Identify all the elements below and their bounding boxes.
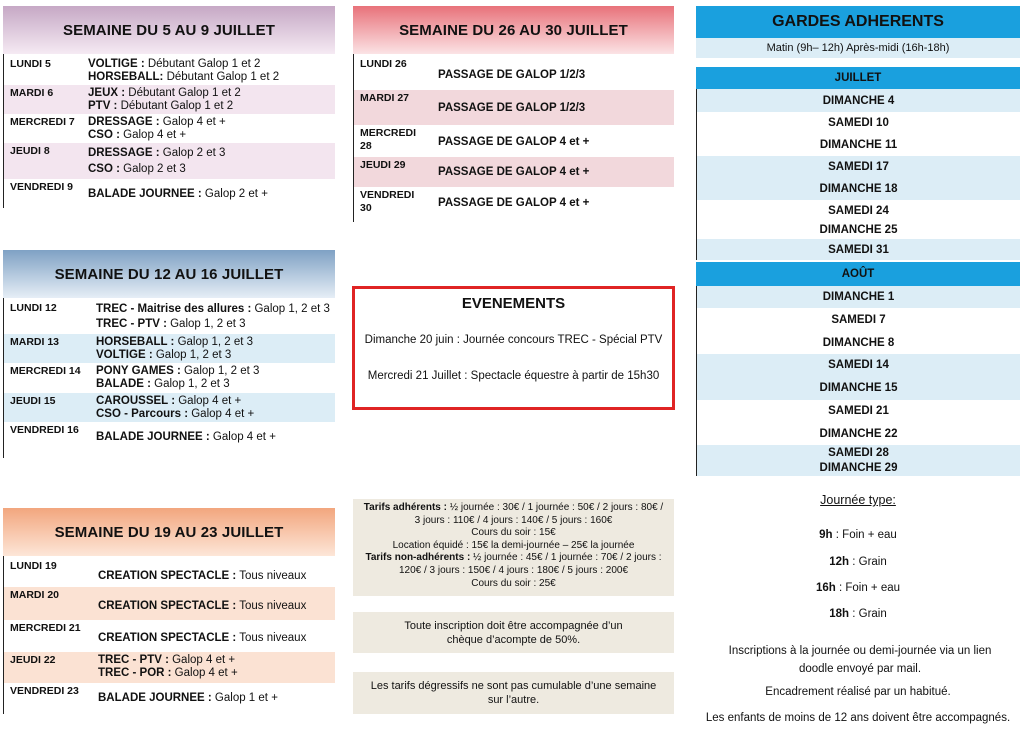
activities xyxy=(96,334,253,362)
garde-date: DIMANCHE 8 xyxy=(696,332,1020,354)
acompte-text: Toute inscription doit être accompagnée d’un chèque d’acompte de 50%. xyxy=(404,620,623,646)
activity: TREC - PTV : Galop 4 et + xyxy=(98,654,236,666)
activity: BALADE JOURNEE : Galop 1 et + xyxy=(98,692,278,704)
journee-item: 16h : Foin + eau xyxy=(815,582,901,594)
activities xyxy=(98,558,306,583)
activities xyxy=(438,187,589,210)
day-row xyxy=(4,54,335,85)
gardes-title: GARDES ADHERENTS xyxy=(696,6,1020,38)
activity: BALADE : Galop 1, 2 et 3 xyxy=(96,378,230,390)
tarifs-non-adherents-soir: Cours du soir : 25€ xyxy=(471,577,556,589)
garde-date: SAMEDI 17 xyxy=(696,156,1020,178)
activity: CSO - Parcours : Galop 4 et + xyxy=(96,408,255,420)
activities xyxy=(88,114,226,142)
gardes-hours: Matin (9h– 12h) Après-midi (16h-18h) xyxy=(696,38,1020,58)
day-label: VENDREDI 30 xyxy=(360,189,415,214)
activities xyxy=(98,652,238,680)
activity: CSO : Galop 2 et 3 xyxy=(88,163,186,175)
week-26-30-juillet xyxy=(353,6,674,222)
week-body xyxy=(3,298,335,458)
week-title: SEMAINE DU 26 AU 30 JUILLET xyxy=(353,6,674,54)
garde-date: SAMEDI 21 xyxy=(696,400,1020,422)
week-body xyxy=(3,54,335,208)
day-label: MARDI 13 xyxy=(10,336,60,348)
event-item: Dimanche 20 juin : Journée concours TREC - Spécial PTV xyxy=(364,334,663,346)
week-body xyxy=(3,556,335,714)
day-row xyxy=(4,298,335,334)
journee-item: 9h : Foin + eau xyxy=(819,529,897,541)
day-label: MERCREDI 7 xyxy=(10,116,75,128)
activity: VOLTIGE : Débutant Galop 1 et 2 xyxy=(88,58,261,70)
activity: CREATION SPECTACLE : Tous niveaux xyxy=(98,600,307,612)
tarifs-location: Location équidé : 15€ la demi-journée – 25€ la journée xyxy=(392,539,635,551)
activities xyxy=(96,393,254,421)
garde-date: DIMANCHE 25 xyxy=(696,221,1020,239)
activity: PASSAGE DE GALOP 4 et + xyxy=(438,166,590,178)
activities xyxy=(88,85,241,113)
week-title: SEMAINE DU 5 AU 9 JUILLET xyxy=(3,6,335,54)
activity: PASSAGE DE GALOP 4 et + xyxy=(438,136,590,148)
activity: BALADE JOURNEE : Galop 4 et + xyxy=(96,431,276,443)
day-label: LUNDI 26 xyxy=(360,58,407,70)
acompte-box xyxy=(353,612,674,653)
activity: PTV : Débutant Galop 1 et 2 xyxy=(88,100,234,112)
day-row xyxy=(4,393,335,422)
activities xyxy=(96,422,276,444)
day-label: MARDI 27 xyxy=(360,92,410,104)
activities xyxy=(438,90,585,115)
week-body xyxy=(353,54,674,222)
activities xyxy=(96,300,330,332)
day-row xyxy=(354,187,674,222)
day-row xyxy=(4,179,335,208)
week-5-9-juillet xyxy=(3,6,335,208)
day-label: JEUDI 29 xyxy=(360,159,406,171)
activity: HORSEBALL : Galop 1, 2 et 3 xyxy=(96,336,254,348)
garde-date: DIMANCHE 1 xyxy=(696,286,1020,308)
activity: TREC - POR : Galop 4 et + xyxy=(98,667,238,679)
garde-date: DIMANCHE 18 xyxy=(696,178,1020,200)
day-row xyxy=(4,114,335,143)
garde-date: SAMEDI 10 xyxy=(696,112,1020,134)
day-label: VENDREDI 23 xyxy=(10,685,79,697)
activities xyxy=(98,620,306,645)
day-row xyxy=(354,90,674,125)
day-label: JEUDI 22 xyxy=(10,654,56,666)
week-title: SEMAINE DU 12 AU 16 JUILLET xyxy=(3,250,335,298)
day-label: MERCREDI 28 xyxy=(360,127,417,152)
day-row xyxy=(4,422,335,454)
activity: CAROUSSEL : Galop 4 et + xyxy=(96,395,242,407)
journee-item: 12h : Grain xyxy=(829,556,887,568)
day-label: MERCREDI 14 xyxy=(10,365,81,377)
day-label: VENDREDI 9 xyxy=(10,181,74,193)
garde-date: DIMANCHE 4 xyxy=(696,89,1020,112)
day-label: JEUDI 15 xyxy=(10,395,56,407)
activities xyxy=(96,363,259,391)
activity: TREC - PTV : Galop 1, 2 et 3 xyxy=(96,318,246,330)
activities xyxy=(88,143,225,177)
activities xyxy=(438,125,589,149)
activity: DRESSAGE : Galop 4 et + xyxy=(88,116,226,128)
degressifs-text: Les tarifs dégressifs ne sont pas cumulable d’une semaine sur l’autre. xyxy=(370,680,657,706)
day-label: VENDREDI 16 xyxy=(10,424,79,436)
day-row xyxy=(4,652,335,683)
day-row xyxy=(354,125,674,157)
day-row xyxy=(4,620,335,652)
activity: PASSAGE DE GALOP 1/2/3 xyxy=(438,102,586,114)
activity: PASSAGE DE GALOP 1/2/3 xyxy=(438,69,586,81)
garde-date: DIMANCHE 22 xyxy=(696,422,1020,445)
day-row xyxy=(354,54,674,90)
activities xyxy=(98,587,306,613)
day-row xyxy=(4,363,335,393)
activity: PASSAGE DE GALOP 4 et + xyxy=(438,197,590,209)
journee-note: Les enfants de moins de 12 ans doivent être accompagnés. xyxy=(705,712,1011,724)
activity: HORSEBALL: Débutant Galop 1 et 2 xyxy=(88,71,280,83)
events-box xyxy=(352,286,675,410)
activity: TREC - Maitrise des allures : Galop 1, 2 et 3 xyxy=(96,303,330,315)
garde-date: DIMANCHE 29 xyxy=(696,460,1020,476)
activity: CSO : Galop 4 et + xyxy=(88,129,187,141)
month-aout: AOÛT xyxy=(696,262,1020,286)
activities xyxy=(88,179,268,201)
event-item: Mercredi 21 Juillet : Spectacle équestre à partir de 15h30 xyxy=(367,370,660,382)
day-row xyxy=(4,683,335,714)
garde-date: SAMEDI 28 xyxy=(696,445,1020,460)
day-label: LUNDI 5 xyxy=(10,58,51,70)
activities xyxy=(88,56,279,84)
garde-date: SAMEDI 14 xyxy=(696,354,1020,376)
day-label: MARDI 20 xyxy=(10,589,60,601)
day-label: LUNDI 19 xyxy=(10,560,57,572)
activity: PONY GAMES : Galop 1, 2 et 3 xyxy=(96,365,260,377)
month-juillet: JUILLET xyxy=(696,67,1020,89)
activity: CREATION SPECTACLE : Tous niveaux xyxy=(98,632,307,644)
degressifs-box xyxy=(353,672,674,714)
journee-note: Inscriptions à la journée ou demi-journée via un lien doodle envoyé par mail. xyxy=(728,645,992,675)
day-label: LUNDI 12 xyxy=(10,302,57,314)
garde-date: SAMEDI 24 xyxy=(696,200,1020,221)
journee-item: 18h : Grain xyxy=(829,608,887,620)
activities xyxy=(438,56,585,82)
day-row xyxy=(4,143,335,179)
day-label: MERCREDI 21 xyxy=(10,622,81,634)
day-row xyxy=(4,587,335,620)
garde-date: SAMEDI 31 xyxy=(696,239,1020,260)
activity: BALADE JOURNEE : Galop 2 et + xyxy=(88,188,268,200)
week-title: SEMAINE DU 19 AU 23 JUILLET xyxy=(3,508,335,556)
events-title: EVENEMENTS xyxy=(461,295,566,312)
day-row xyxy=(4,334,335,363)
day-label: MARDI 6 xyxy=(10,87,54,99)
week-12-16-juillet xyxy=(3,250,335,458)
activity: DRESSAGE : Galop 2 et 3 xyxy=(88,147,226,159)
activities xyxy=(438,157,589,179)
tarifs-adherents: Tarifs adhérents : ½ journée : 30€ / 1 journée : 50€ / 2 jours : 80€ / 3 jours : 110€ / 4 jours : 140€ / 5 jours : 160€ xyxy=(363,502,664,526)
day-row xyxy=(4,85,335,114)
tarifs-non-adherents: Tarifs non-adhérents : ½ journée : 45€ / 1 journée : 70€ / 2 jours : 120€ / 3 jours : 150€ / 4 jours : 180€ / 5 jours : 200€ xyxy=(365,552,662,576)
activity: JEUX : Débutant Galop 1 et 2 xyxy=(88,87,241,99)
journee-type-title: Journée type: xyxy=(820,493,896,507)
tarifs-adherents-soir: Cours du soir : 15€ xyxy=(471,527,556,539)
garde-date: DIMANCHE 15 xyxy=(696,376,1020,400)
tarifs-box xyxy=(353,499,674,596)
activity: VOLTIGE : Galop 1, 2 et 3 xyxy=(96,349,232,361)
week-19-23-juillet xyxy=(3,508,335,714)
garde-date: SAMEDI 7 xyxy=(696,308,1020,332)
activity: CREATION SPECTACLE : Tous niveaux xyxy=(98,570,307,582)
activities xyxy=(98,683,278,705)
day-label: JEUDI 8 xyxy=(10,145,50,157)
journee-note: Encadrement réalisé par un habitué. xyxy=(765,686,951,698)
day-row xyxy=(354,157,674,187)
garde-date: DIMANCHE 11 xyxy=(696,134,1020,156)
day-row xyxy=(4,556,335,587)
